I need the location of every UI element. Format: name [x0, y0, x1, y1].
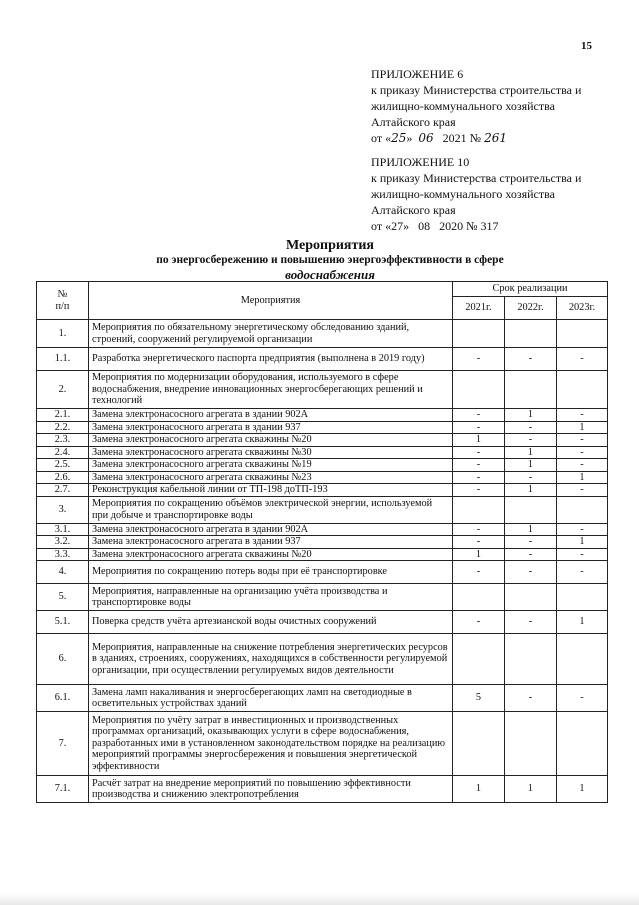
row-measure: Мероприятия по обязательному энергетическому обследованию зданий, строений, сооружений регулируемой организации	[89, 320, 453, 348]
row-measure: Замена электронасосного агрегата в здании 937	[89, 536, 453, 549]
row-year-value: -	[557, 409, 608, 422]
document-title: Мероприятия	[285, 238, 375, 253]
row-number: 7.	[37, 712, 89, 776]
row-year-value: 1	[453, 434, 505, 447]
row-year-value: 1	[557, 421, 608, 434]
header-num: № п/п	[37, 282, 89, 320]
row-measure: Разработка энергетического паспорта предприятия (выполнена в 2019 году)	[89, 348, 453, 371]
scan-edge-shadow	[0, 893, 639, 905]
row-year-value: 1	[505, 776, 557, 803]
appendix-10-line: к приказу Министерства строительства и	[371, 171, 582, 185]
row-year-value	[557, 712, 608, 776]
row-year-value: -	[505, 685, 557, 712]
row-number: 2.	[37, 371, 89, 409]
row-measure: Замена электронасосного агрегата в здании 902А	[89, 409, 453, 422]
row-year-value: 1	[557, 611, 608, 634]
row-number: 1.1.	[37, 348, 89, 371]
row-number: 2.6.	[37, 471, 89, 484]
row-year-value: 1	[505, 484, 557, 497]
row-year-value: -	[505, 471, 557, 484]
appendix-6-line: Алтайского края	[371, 115, 456, 129]
row-year-value: -	[557, 459, 608, 472]
row-measure: Замена электронасосного агрегата в здании 937	[89, 421, 453, 434]
table-row	[37, 523, 608, 536]
row-year-value: -	[505, 348, 557, 371]
row-year-value: 1	[557, 536, 608, 549]
row-year-value: 1	[505, 446, 557, 459]
table-row	[37, 348, 608, 371]
table-row	[37, 561, 608, 584]
row-year-value	[505, 371, 557, 409]
row-measure: Замена электронасосного агрегата скважины №20	[89, 548, 453, 561]
row-year-value: -	[557, 484, 608, 497]
appendix-10-title: ПРИЛОЖЕНИЕ 10	[371, 155, 470, 169]
handwritten-number: 261	[484, 131, 508, 145]
row-year-value: 1	[557, 471, 608, 484]
row-year-value: 1	[453, 776, 505, 803]
date-sep: »	[406, 131, 413, 145]
row-number: 2.7.	[37, 484, 89, 497]
appendix-6-line: к приказу Министерства строительства и	[371, 83, 582, 97]
row-year-value: -	[557, 685, 608, 712]
appendix-10-line: Алтайского края	[371, 203, 456, 217]
row-year-value	[453, 371, 505, 409]
table-row	[37, 776, 608, 803]
row-measure: Мероприятия, направленные на снижение потребления энергетических ресурсов в зданиях, строениях, сооружениях, находящихся в собственности регулируемой организации, при осуществлении регулируемых видов деятельности	[89, 634, 453, 685]
row-year-value: -	[453, 523, 505, 536]
row-year-value	[505, 634, 557, 685]
row-year-value	[557, 496, 608, 523]
handwritten-month: 06	[418, 131, 434, 145]
row-year-value	[505, 584, 557, 611]
row-year-value: -	[453, 459, 505, 472]
row-number: 3.3.	[37, 548, 89, 561]
row-measure: Мероприятия по учёту затрат в инвестиционных и производственных программах организаций, оказывающих услуги в сфере водоснабжения, разработанных ими в установленном законодательством порядке на реализацию мероприятий программы энергосбережения и повышения энергетической эффективности	[89, 712, 453, 776]
table-row	[37, 484, 608, 497]
row-measure: Мероприятия по модернизации оборудования, используемого в сфере водоснабжения, внедрение инновационных энергосберегающих решений и технологий	[89, 371, 453, 409]
row-number: 5.1.	[37, 611, 89, 634]
row-year-value: -	[557, 348, 608, 371]
appendix-10-line: жилищно-коммунального хозяйства	[371, 187, 555, 201]
row-measure: Замена электронасосного агрегата скважины №23	[89, 471, 453, 484]
row-number: 7.1.	[37, 776, 89, 803]
row-measure: Мероприятия, направленные на организацию учёта производства и транспортировке воды	[89, 584, 453, 611]
row-measure: Расчёт затрат на внедрение мероприятий по повышению эффективности производства и снижению электропотребления	[89, 776, 453, 803]
page-number: 15	[581, 40, 592, 52]
row-number: 4.	[37, 561, 89, 584]
row-measure: Замена электронасосного агрегата в здании 902А	[89, 523, 453, 536]
row-number: 2.2.	[37, 421, 89, 434]
appendix-6-date	[371, 130, 581, 146]
table-row	[37, 712, 608, 776]
row-year-value: -	[453, 561, 505, 584]
row-number: 3.1.	[37, 523, 89, 536]
row-year-value: -	[557, 446, 608, 459]
row-year-value: -	[453, 471, 505, 484]
row-year-value: -	[557, 523, 608, 536]
row-year-value	[453, 496, 505, 523]
row-year-value: -	[453, 484, 505, 497]
date-year-no: 2021 №	[442, 131, 482, 145]
appendix-10-block	[371, 154, 581, 234]
row-year-value: 1	[557, 776, 608, 803]
row-measure: Замена электронасосного агрегата скважины №20	[89, 434, 453, 447]
row-year-value	[453, 712, 505, 776]
table-row	[37, 536, 608, 549]
table-row	[37, 409, 608, 422]
row-year-value: -	[453, 611, 505, 634]
row-year-value: -	[453, 348, 505, 371]
header-year: 2022г.	[505, 297, 557, 320]
appendix-6-block	[371, 66, 581, 146]
header-year: 2021г.	[453, 297, 505, 320]
row-year-value: -	[505, 561, 557, 584]
row-year-value: 1	[505, 459, 557, 472]
table-row	[37, 496, 608, 523]
row-year-value	[557, 584, 608, 611]
table-row	[37, 584, 608, 611]
row-year-value: -	[557, 561, 608, 584]
table-row	[37, 371, 608, 409]
row-year-value: -	[505, 434, 557, 447]
table-row	[37, 459, 608, 472]
row-year-value: -	[557, 548, 608, 561]
table-row	[37, 611, 608, 634]
row-year-value	[453, 320, 505, 348]
row-number: 3.2.	[37, 536, 89, 549]
row-number: 2.1.	[37, 409, 89, 422]
header-period: Срок реализации	[453, 282, 608, 297]
row-year-value: 1	[505, 409, 557, 422]
row-year-value: -	[453, 536, 505, 549]
table-row	[37, 446, 608, 459]
handwritten-day: 25	[391, 131, 407, 145]
document-subtitle-2: водоснабжения	[285, 267, 375, 282]
appendix-10-date: от «27» 08 2020 № 317	[371, 219, 499, 233]
row-year-value	[453, 634, 505, 685]
table-row	[37, 320, 608, 348]
row-year-value: 5	[453, 685, 505, 712]
row-year-value: -	[557, 434, 608, 447]
row-measure: Мероприятия по сокращению объёмов электрической энергии, используемой при добыче и транспортировке воды	[89, 496, 453, 523]
row-year-value: 1	[453, 548, 505, 561]
row-year-value	[505, 712, 557, 776]
row-measure: Реконструкция кабельной линии от ТП-198 доТП-193	[89, 484, 453, 497]
row-number: 2.4.	[37, 446, 89, 459]
row-year-value	[453, 584, 505, 611]
row-year-value	[557, 634, 608, 685]
row-number: 6.1.	[37, 685, 89, 712]
table-row	[37, 634, 608, 685]
document-title-block	[30, 237, 630, 282]
row-measure: Поверка средств учёта артезианской воды очистных сооружений	[89, 611, 453, 634]
table-row	[37, 548, 608, 561]
row-number: 1.	[37, 320, 89, 348]
row-number: 2.3.	[37, 434, 89, 447]
row-year-value: -	[453, 421, 505, 434]
row-year-value	[505, 320, 557, 348]
row-measure: Замена ламп накаливания и энергосберегающих ламп на светодиодные в осветительных устройствах зданий	[89, 685, 453, 712]
appendix-6-line: жилищно-коммунального хозяйства	[371, 99, 555, 113]
row-year-value: 1	[505, 523, 557, 536]
row-year-value: -	[505, 421, 557, 434]
row-number: 2.5.	[37, 459, 89, 472]
header-year: 2023г.	[557, 297, 608, 320]
header-measures: Мероприятия	[89, 282, 453, 320]
row-measure: Замена электронасосного агрегата скважины №30	[89, 446, 453, 459]
row-number: 5.	[37, 584, 89, 611]
row-year-value: -	[453, 409, 505, 422]
table-row	[37, 434, 608, 447]
row-year-value: -	[505, 548, 557, 561]
row-year-value: -	[505, 536, 557, 549]
row-year-value: -	[505, 611, 557, 634]
row-year-value: -	[453, 446, 505, 459]
row-measure: Мероприятия по сокращению потерь воды при её транспортировке	[89, 561, 453, 584]
document-subtitle: по энергосбережению и повышению энергоэффективности в сфере	[156, 254, 504, 266]
appendix-6-title: ПРИЛОЖЕНИЕ 6	[371, 67, 464, 81]
table-row	[37, 471, 608, 484]
date-prefix: от «	[371, 131, 392, 145]
table-row	[37, 685, 608, 712]
row-number: 3.	[37, 496, 89, 523]
row-year-value	[557, 371, 608, 409]
row-number: 6.	[37, 634, 89, 685]
row-year-value	[505, 496, 557, 523]
table-row	[37, 421, 608, 434]
row-measure: Замена электронасосного агрегата скважины №19	[89, 459, 453, 472]
row-year-value	[557, 320, 608, 348]
measures-table	[36, 281, 608, 803]
